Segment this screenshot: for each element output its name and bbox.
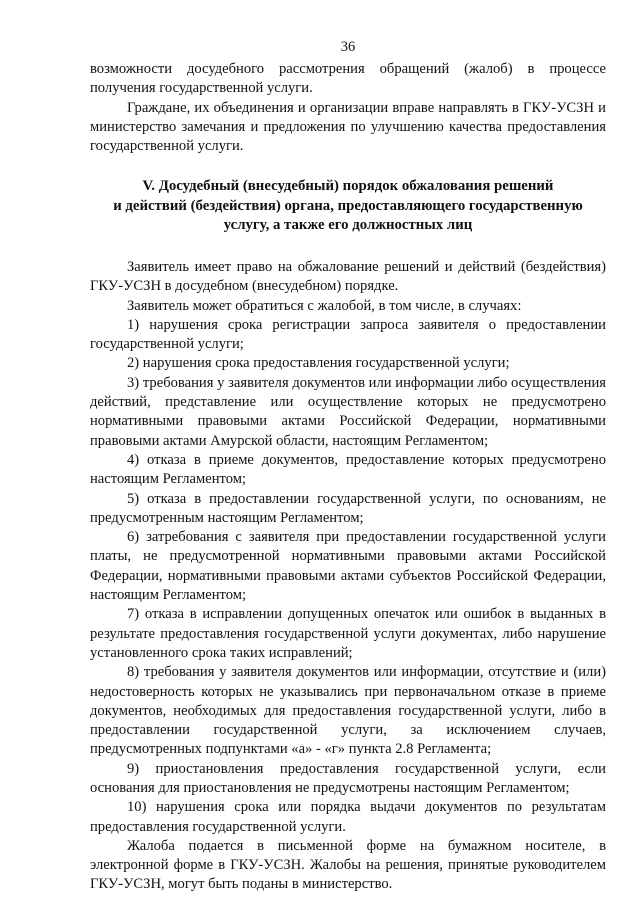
list-item-6: 6) затребования с заявителя при предоставлении государственной услуги платы, не предусмотренной нормативными правовыми актами Российской Федерации, нормативными правовыми актами субъектов Российской Федерации, настоящим Регламентом; <box>90 529 606 604</box>
list-item-1: 1) нарушения срока регистрации запроса заявителя о предоставлении государственной услуги; <box>90 316 606 353</box>
list-item-2: 2) нарушения срока предоставления государственной услуги; <box>127 355 510 372</box>
paragraph-complaint-submission: Жалоба подается в письменной форме на бумажном носителе, в электронной форме в ГКУ-УСЗН. Жалобы на решения, принятые руководителем ГКУ-УСЗН, могут быть поданы в министерство. <box>90 837 606 893</box>
list-item-7: 7) отказа в исправлении допущенных опечаток или ошибок в выданных в результате предоставления государственной услуги документах, либо нарушение установленного срока таких исправлений; <box>90 606 606 661</box>
list-item-10: 10) нарушения срока или порядка выдачи документов по результатам предоставления государственной услуги. <box>90 799 606 835</box>
page-number: 36 <box>340 39 356 55</box>
section-heading-line-1: V. Досудебный (внесудебный) порядок обжалования решений <box>142 178 554 195</box>
list-item-3: 3) требования у заявителя документов или информации либо осуществления действий, представление или осуществление которых не предусмотрено нормативными правовыми актами Российской Федерации, нормативными правовыми актами Амурской области, настоящим Регламентом; <box>90 374 606 449</box>
section-heading <box>90 177 606 236</box>
list-item-8: 8) требования у заявителя документов или информации, отсутствие и (или) недостоверность которых не указывались при первоначальном отказе в приеме документов, необходимых для предоставления государственной услуги, либо в предоставлении государственной услуги, за исключением случаев, предусмотренных подпунктами «а» - «г» пункта 2.8 Регламента; <box>90 664 606 758</box>
list-item-5: 5) отказа в предоставлении государственной услуги, по основаниям, не предусмотренным настоящим Регламентом; <box>90 490 606 526</box>
section-heading-line-3: услугу, а также его должностных лиц <box>223 217 473 234</box>
document-body <box>90 60 606 895</box>
list-item-4: 4) отказа в приеме документов, предоставление которых предусмотрено настоящим Регламентом; <box>90 451 606 488</box>
intro-paragraph-continuation: возможности досудебного рассмотрения обращений (жалоб) в процессе получения государственной услуги. <box>90 61 606 97</box>
list-item-9: 9) приостановления предоставления государственной услуги, если основания для приостановления не предусмотрены настоящим Регламентом; <box>90 760 606 796</box>
paragraph-right-to-appeal: Заявитель имеет право на обжалование решений и действий (бездействия) ГКУ-УСЗН в досудебном (внесудебном) порядке. <box>90 258 606 295</box>
intro-paragraph-feedback: Граждане, их объединения и организации вправе направлять в ГКУ-УСЗН и министерство замечания и предложения по улучшению качества предоставления государственной услуги. <box>90 99 606 155</box>
paragraph-complaint-cases-intro: Заявитель может обратиться с жалобой, в том числе, в случаях: <box>127 297 522 314</box>
section-heading-line-2: и действий (бездействия) органа, предоставляющего государственную <box>113 197 583 214</box>
